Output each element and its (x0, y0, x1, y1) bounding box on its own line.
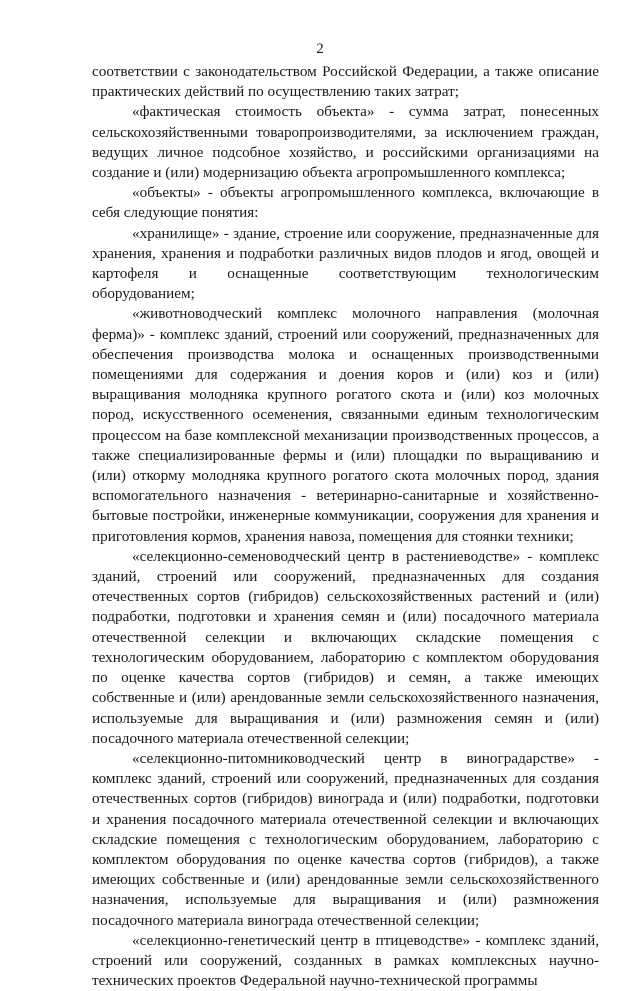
paragraph-dairy-complex-definition: «животноводческий комплекс молочного направления (молочная ферма)» - комплекс зданий, строений или сооружений, предназначенных для обеспечения производства молока и оснащенных производственными помещениями для содержания и доения коров и (или) коз и (или) выращивания молодняка крупного рогатого скота и (или) коз молочных пород, искусственного осеменения, связанными единым технологическим процессом на базе комплексной механизации производственных процессов, а также специализированные фермы и (или) площадки по выращиванию и (или) откорму молодняка крупного рогатого скота молочных пород, здания вспомогательного назначения - ветеринарно-санитарные и хозяйственно-бытовые постройки, инженерные коммуникации, сооружения для хранения и приготовления кормов, хранения навоза, помещения для стоянки техники; (92, 305, 599, 545)
paragraph-vine-nursery-definition: «селекционно-питомниководческий центр в виноградарстве» - комплекс зданий, строений или сооружений, предназначенных для создания отечественных сортов (гибридов) винограда и (или) подработки, подготовки и хранения посадочного материала отечественной селекции и включающих складские помещения с технологическим оборудованием, лабораторию с комплектом оборудования по оценке качества сортов (гибридов), а также имеющих собственные и (или) арендованные земли сельскохозяйственного назначения, используемые для выращивания и (или) размножения посадочного материала винограда отечественной селекции; (92, 749, 599, 929)
paragraph-seed-center-definition: «селекционно-семеноводческий центр в растениеводстве» - комплекс зданий, строений или сооружений, предназначенных для создания отечественных сортов (гибридов) сельскохозяйственных растений и (или) подработки, подготовки и хранения семян и (или) посадочного материала отечественной селекции и включающих складские помещения с технологическим оборудованием, лабораторию с комплектом оборудования по оценке качества сортов (гибридов) и семян, а также имеющих собственные и (или) арендованные земли сельскохозяйственного назначения, используемые для выращивания и (или) размножения семян и (или) посадочного материала отечественной селекции; (92, 547, 599, 747)
paragraph-actual-cost-definition: «фактическая стоимость объекта» - сумма затрат, понесенных сельскохозяйственными товаропроизводителями, за исключением граждан, ведущих личное подсобное хозяйство, и российскими организациями на создание и (или) модернизацию объекта агропромышленного комплекса; (92, 103, 599, 182)
paragraph-storage-definition: «хранилище» - здание, строение или сооружение, предназначенные для хранения, хранения и подработки различных видов плодов и ягод, овощей и картофеля и оснащенные соответствующим технологическим оборудованием; (92, 224, 599, 303)
paragraph-continuation: соответствии с законодательством Российской Федерации, а также описание практических действий по осуществлению таких затрат; (92, 63, 599, 101)
document-body (92, 62, 599, 991)
page-number: 2 (316, 41, 324, 57)
paragraph-poultry-genetic-center-definition: «селекционно-генетический центр в птицеводстве» - комплекс зданий, строений или сооружений, созданных в рамках комплексных научно-технических проектов Федеральной научно-технической программы (92, 931, 599, 990)
paragraph-objects-definition: «объекты» - объекты агропромышленного комплекса, включающие в себя следующие понятия: (92, 184, 599, 222)
